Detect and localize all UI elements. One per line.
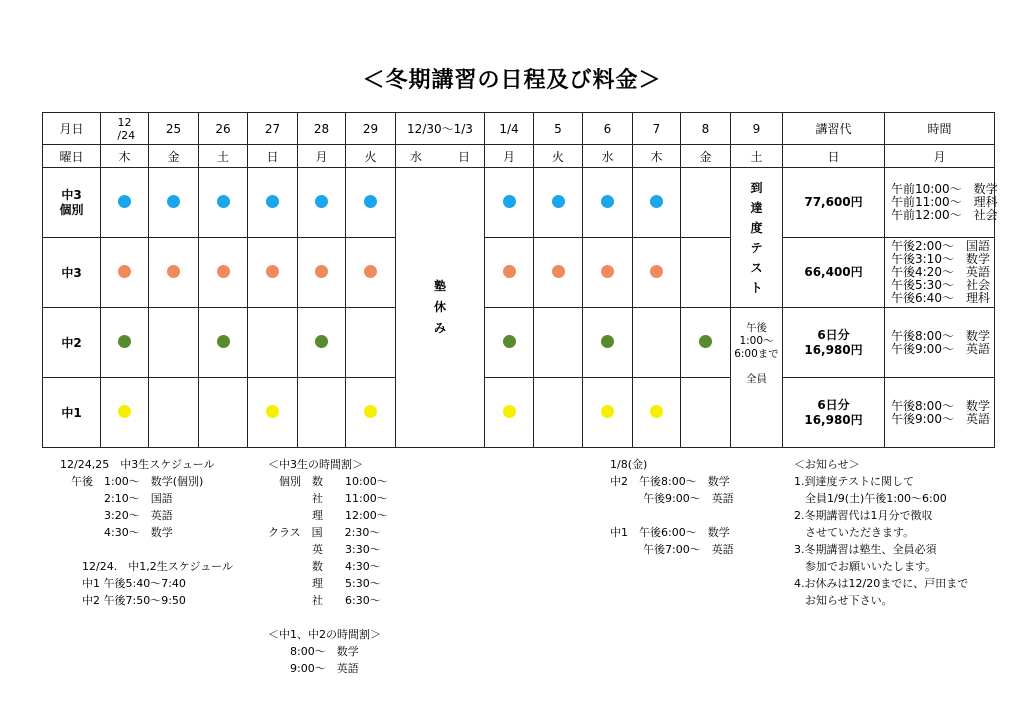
note-line [268, 609, 388, 626]
cell [149, 238, 199, 308]
test-time-cell [731, 308, 783, 448]
note-line: 中1 午後6:00～ 数学 [610, 526, 730, 539]
row-ch3-kobetsu [43, 168, 995, 238]
cell [199, 378, 248, 448]
blue-dot [601, 195, 614, 208]
header-date-cell: 12/30～1/3 [396, 113, 485, 145]
cell [346, 378, 396, 448]
fee-cell: 66,400円 [783, 238, 885, 308]
orange-dot [167, 265, 180, 278]
page-title: ＜冬期講習の日程及び料金＞ [362, 68, 662, 93]
time-line: 午後8:00～ 数学 [891, 328, 990, 343]
jan8-notes [610, 456, 734, 558]
cell [534, 378, 583, 448]
announcements [794, 456, 968, 609]
note-line: 中2 午後8:00～ 数学 [610, 475, 730, 488]
header-date-cell: 29 [346, 113, 396, 145]
orange-dot [315, 265, 328, 278]
header-day-cell: 月 [885, 145, 995, 168]
header-date-cell: 5 [534, 113, 583, 145]
cell [485, 378, 534, 448]
cell [101, 378, 149, 448]
header-date-cell: 7 [633, 113, 681, 145]
note-line: 個別 数 10:00～ [268, 475, 388, 488]
note-line: お知らせ下さい。 [794, 594, 893, 607]
row-ch3 [43, 238, 995, 308]
cell [346, 308, 396, 378]
times-cell [885, 308, 995, 378]
header-date-cell: 9 [731, 113, 783, 145]
blue-dot [217, 195, 230, 208]
time-line: 午後4:20～ 英語 [891, 265, 990, 279]
note-line: ＜中3生の時間割＞ [268, 458, 363, 471]
note-line: 社 11:00～ [268, 492, 388, 505]
cell [298, 168, 346, 238]
cell [298, 238, 346, 308]
header-date-cell: 月日 [43, 113, 101, 145]
cell [583, 308, 633, 378]
header-date-cell: 時間 [885, 113, 995, 145]
orange-dot [650, 265, 663, 278]
orange-dot [217, 265, 230, 278]
note-line: ＜中1、中2の時間割＞ [268, 628, 381, 641]
note-line [60, 541, 233, 558]
note-line: 1/8(金) [610, 458, 648, 471]
header-day-cell: 金 [681, 145, 731, 168]
note-line: 2:10～ 国語 [60, 492, 173, 505]
cell [485, 308, 534, 378]
timetable-notes [268, 456, 388, 677]
cell [248, 168, 298, 238]
time-line: 午後9:00～ 英語 [891, 411, 990, 426]
cell [534, 308, 583, 378]
note-line: 1.到達度テストに関して [794, 475, 915, 488]
header-day-cell: 木 [633, 145, 681, 168]
header-date-cell: 27 [248, 113, 298, 145]
cell [633, 238, 681, 308]
yellow-dot [601, 405, 614, 418]
time-line: 午前11:00～ 理科 [891, 195, 998, 209]
header-day-cell: 金 [149, 145, 199, 168]
cell [583, 168, 633, 238]
row-label: 中3 [43, 238, 101, 308]
note-line: ＜お知らせ＞ [794, 458, 860, 471]
cell [101, 308, 149, 378]
note-line: 理 12:00～ [268, 509, 388, 522]
time-line: 午前12:00～ 社会 [891, 208, 998, 222]
schedule-notes-ch3 [60, 456, 233, 609]
row-ch1 [43, 378, 995, 448]
row-label: 中2 [43, 308, 101, 378]
cell [199, 168, 248, 238]
cell [534, 238, 583, 308]
header-date-cell: 1/4 [485, 113, 534, 145]
cell [199, 238, 248, 308]
cell [633, 378, 681, 448]
cell [298, 378, 346, 448]
cell [681, 308, 731, 378]
holiday-cell: 塾 休 み [396, 168, 485, 448]
cell [346, 238, 396, 308]
note-line: 英 3:30～ [268, 543, 381, 556]
note-line: 3.冬期講習は塾生、全員必須 [794, 543, 937, 556]
cell [248, 238, 298, 308]
note-line: 参加でお願いいたします。 [794, 560, 937, 573]
green-dot [503, 335, 516, 348]
header-date-cell: 26 [199, 113, 248, 145]
note-line: 9:00～ 英語 [268, 662, 359, 675]
yellow-dot [266, 405, 279, 418]
green-dot [699, 335, 712, 348]
note-line: 理 5:30～ [268, 577, 381, 590]
note-line: 社 6:30～ [268, 594, 381, 607]
header-date-cell: 12 /24 [101, 113, 149, 145]
note-line: 午後 1:00～ 数学(個別) [60, 475, 204, 488]
header-day-cell: 月 [298, 145, 346, 168]
blue-dot [167, 195, 180, 208]
orange-dot [503, 265, 516, 278]
note-line: 全員1/9(土)午後1:00～6:00 [794, 492, 947, 505]
note-line: 3:20～ 英語 [60, 509, 173, 522]
fee-cell: 77,600円 [783, 168, 885, 238]
blue-dot [315, 195, 328, 208]
times-cell [885, 378, 995, 448]
row-ch2 [43, 308, 995, 378]
green-dot [118, 335, 131, 348]
header-day-cell: 水 日 [396, 145, 485, 168]
header-day-cell: 火 [346, 145, 396, 168]
cell [149, 168, 199, 238]
header-date-cell: 講習代 [783, 113, 885, 145]
header-dates-row [43, 113, 995, 145]
cell [583, 238, 633, 308]
note-line: 中1 午後5:40～7:40 [60, 577, 186, 590]
cell [633, 168, 681, 238]
header-day-cell: 土 [199, 145, 248, 168]
note-line [610, 507, 734, 524]
header-day-cell: 月 [485, 145, 534, 168]
cell [149, 378, 199, 448]
blue-dot [364, 195, 377, 208]
yellow-dot [503, 405, 516, 418]
orange-dot [364, 265, 377, 278]
cell [199, 308, 248, 378]
note-line: 午後9:00～ 英語 [610, 492, 734, 505]
time-line: 午後8:00～ 数学 [891, 398, 990, 413]
cell [485, 238, 534, 308]
green-dot [217, 335, 230, 348]
test-all: 全員 [746, 373, 767, 385]
row-label: 中1 [43, 378, 101, 448]
cell [534, 168, 583, 238]
cell [485, 168, 534, 238]
cell [101, 168, 149, 238]
cell [298, 308, 346, 378]
blue-dot [266, 195, 279, 208]
green-dot [601, 335, 614, 348]
cell [583, 378, 633, 448]
note-line: 2.冬期講習代は1月分で徴収 [794, 509, 933, 522]
yellow-dot [118, 405, 131, 418]
cell [248, 308, 298, 378]
header-date-cell: 28 [298, 113, 346, 145]
green-dot [315, 335, 328, 348]
time-line: 午後9:00～ 英語 [891, 341, 990, 356]
header-days-row [43, 145, 995, 168]
header-day-cell: 日 [783, 145, 885, 168]
header-day-cell: 水 [583, 145, 633, 168]
header-day-cell: 曜日 [43, 145, 101, 168]
cell [681, 378, 731, 448]
cell [346, 168, 396, 238]
note-line: 12/24. 中1,2生スケジュール [60, 560, 234, 573]
note-line: 4:30～ 数学 [60, 526, 173, 539]
header-day-cell: 日 [248, 145, 298, 168]
times-cell [885, 238, 995, 308]
row-label: 中3 個別 [43, 168, 101, 238]
note-line: 午後7:00～ 英語 [610, 543, 734, 556]
note-line: 12/24,25 中3生スケジュール [60, 458, 215, 471]
cell [149, 308, 199, 378]
header-date-cell: 8 [681, 113, 731, 145]
yellow-dot [650, 405, 663, 418]
test-cell: 到 達 度 テ ス ト [731, 168, 783, 308]
note-line: させていただきます。 [794, 526, 915, 539]
orange-dot [552, 265, 565, 278]
header-date-cell: 6 [583, 113, 633, 145]
note-line: 数 4:30～ [268, 560, 381, 573]
blue-dot [503, 195, 516, 208]
time-line: 午後6:40～ 理科 [891, 291, 990, 305]
fee-cell: 6日分 16,980円 [783, 308, 885, 378]
time-line: 午後5:30～ 社会 [891, 278, 990, 292]
fee-cell: 6日分 16,980円 [783, 378, 885, 448]
header-day-cell: 土 [731, 145, 783, 168]
header-day-cell: 火 [534, 145, 583, 168]
note-line: クラス 国 2:30～ [268, 526, 381, 539]
note-line: 8:00～ 数学 [268, 645, 359, 658]
header-day-cell: 木 [101, 145, 149, 168]
test-time: 午後 1:00～ 6:00まで [734, 322, 779, 360]
times-cell [885, 168, 998, 238]
orange-dot [601, 265, 614, 278]
note-line: 中2 午後7:50～9:50 [60, 594, 186, 607]
time-line: 午後3:10～ 数学 [891, 252, 990, 266]
orange-dot [266, 265, 279, 278]
blue-dot [118, 195, 131, 208]
cell [101, 238, 149, 308]
note-line: 4.お休みは12/20までに、戸田まで [794, 577, 969, 590]
header-date-cell: 25 [149, 113, 199, 145]
blue-dot [650, 195, 663, 208]
time-line: 午前10:00～ 数学 [891, 182, 998, 196]
schedule-table [42, 112, 998, 448]
cell [633, 308, 681, 378]
time-line: 午後2:00～ 国語 [891, 239, 990, 253]
cell [681, 238, 731, 308]
cell [248, 378, 298, 448]
cell [681, 168, 731, 238]
orange-dot [118, 265, 131, 278]
blue-dot [552, 195, 565, 208]
yellow-dot [364, 405, 377, 418]
